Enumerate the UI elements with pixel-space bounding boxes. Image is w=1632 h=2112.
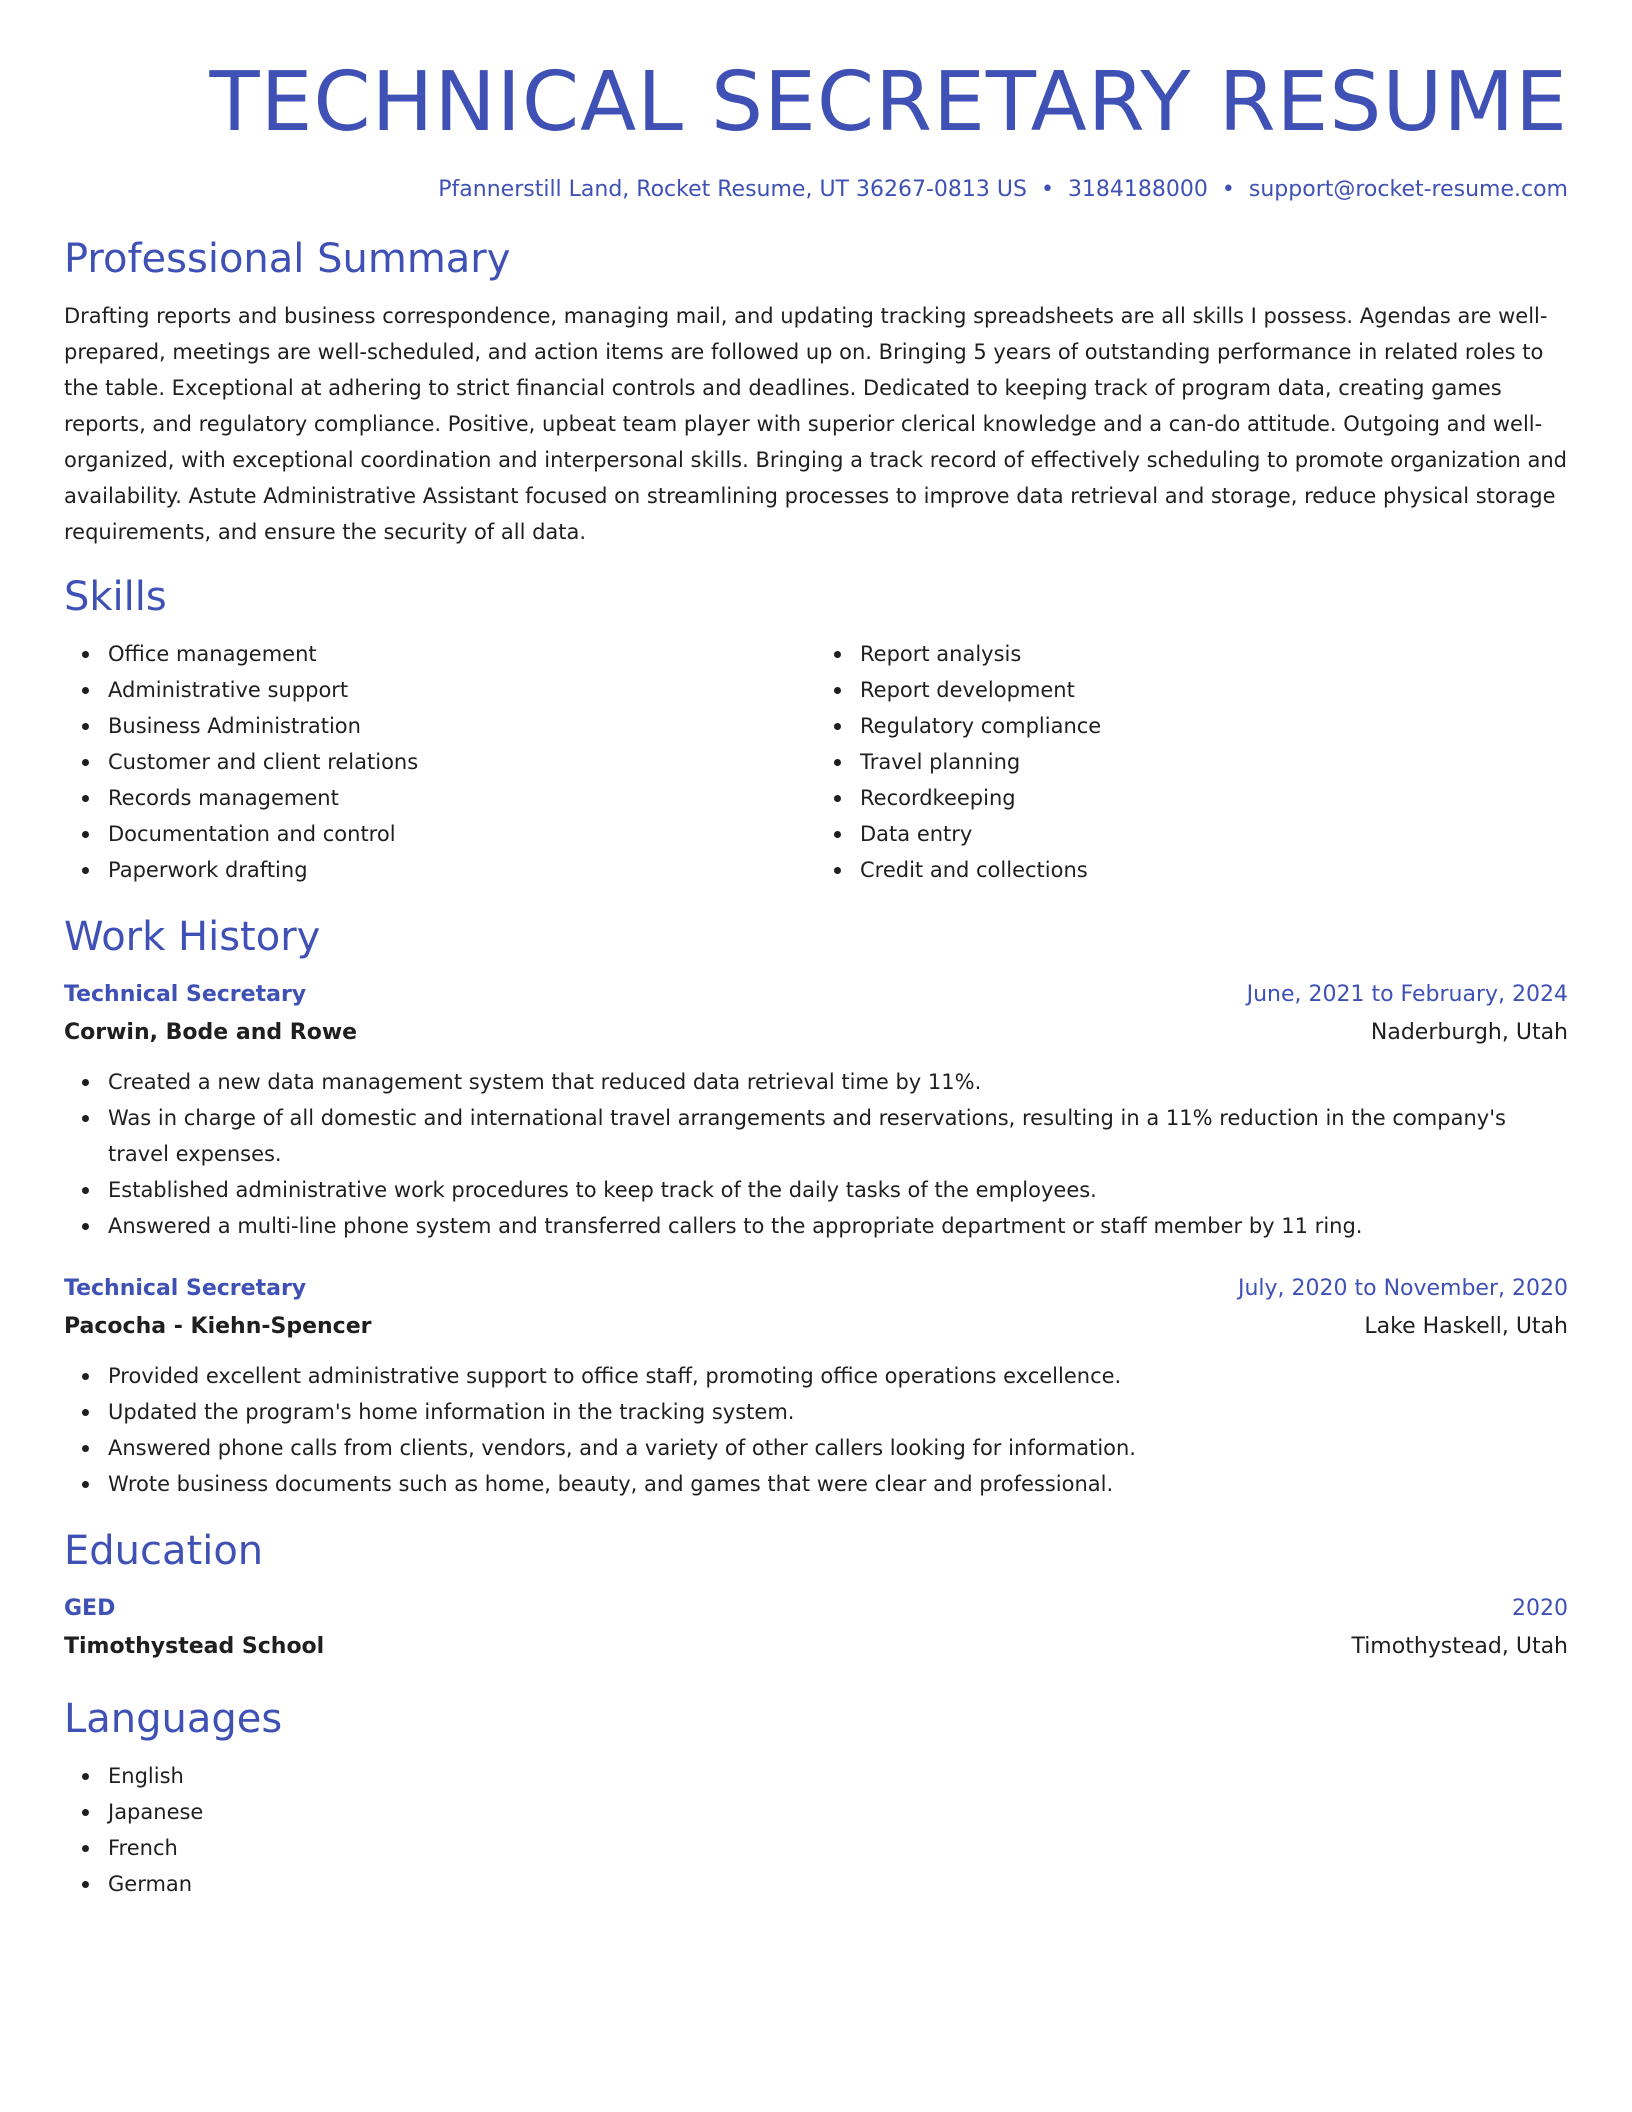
resume-title: TECHNICAL SECRETARY RESUME [209, 55, 1568, 150]
contact-address: Pfannerstill Land, Rocket Resume, UT 36267-0813 US [438, 177, 1027, 202]
skill-item: Travel planning [860, 744, 1568, 780]
skill-item: Business Administration [108, 708, 816, 744]
job-dates: June, 2021 to February, 2024 [1246, 982, 1568, 1007]
education-school: Timothystead School [64, 1634, 325, 1659]
skill-item: Report development [860, 672, 1568, 708]
job-location: Lake Haskell, Utah [1364, 1314, 1568, 1339]
job-bullets [64, 1064, 1568, 1244]
education-degree: GED [64, 1596, 116, 1621]
job-bullet: Wrote business documents such as home, beauty, and games that were clear and professional. [108, 1466, 1568, 1502]
skill-item: Customer and client relations [108, 744, 816, 780]
contact-email: support@rocket-resume.com [1248, 177, 1568, 202]
job-entry [64, 1270, 1568, 1502]
job-entry [64, 976, 1568, 1244]
skill-item: Recordkeeping [860, 780, 1568, 816]
skill-item: Office management [108, 636, 816, 672]
skill-item: Regulatory compliance [860, 708, 1568, 744]
job-title: Technical Secretary [64, 1276, 307, 1301]
education-degree-row [64, 1590, 1568, 1628]
languages-list [64, 1758, 1568, 1902]
job-bullet: Was in charge of all domestic and international travel arrangements and reservations, resulting in a 11% reduction in the company's travel expenses. [108, 1100, 1568, 1172]
summary-section [64, 232, 1568, 550]
job-dates: July, 2020 to November, 2020 [1237, 1276, 1568, 1301]
job-company-row [64, 1308, 1568, 1346]
language-item: French [108, 1830, 1568, 1866]
education-entry [64, 1590, 1568, 1666]
languages-section [64, 1692, 1568, 1902]
education-year: 2020 [1512, 1596, 1568, 1621]
contact-phone: 3184188000 [1067, 177, 1208, 202]
language-item: German [108, 1866, 1568, 1902]
job-bullets [64, 1358, 1568, 1502]
job-bullet: Answered a multi-line phone system and transferred callers to the appropriate department or staff member by 11 ring. [108, 1208, 1568, 1244]
job-bullet: Provided excellent administrative support to office staff, promoting office operations excellence. [108, 1358, 1568, 1394]
skills-column-left [64, 636, 816, 888]
skill-item: Documentation and control [108, 816, 816, 852]
contact-separator: • [1040, 177, 1054, 202]
skill-item: Records management [108, 780, 816, 816]
job-bullet: Created a new data management system that reduced data retrieval time by 11%. [108, 1064, 1568, 1100]
summary-text: Drafting reports and business correspondence, managing mail, and updating tracking spreadsheets are all skills I possess. Agendas are well-prepared, meetings are well-scheduled, and action items are followed up on. Bringing 5 years of outstanding performance in related roles to the table. Exceptional at adhering to strict financial controls and deadlines. Dedicated to keeping track of program data, creating games reports, and regulatory compliance. Positive, upbeat team player with superior clerical knowledge and a can-do attitude. Outgoing and well-organized, with exceptional coordination and interpersonal skills. Bringing a track record of effectively scheduling to promote organization and availability. Astute Administrative Assistant focused on streamlining processes to improve data retrieval and storage, reduce physical storage requirements, and ensure the security of all data. [64, 304, 1567, 544]
summary-heading: Professional Summary [64, 236, 511, 282]
job-company: Corwin, Bode and Rowe [64, 1020, 358, 1045]
job-bullet: Updated the program's home information in the tracking system. [108, 1394, 1568, 1430]
skills-section [64, 570, 1568, 888]
languages-heading: Languages [64, 1696, 283, 1742]
skill-item: Paperwork drafting [108, 852, 816, 888]
skills-grid [64, 636, 1568, 888]
education-heading: Education [64, 1528, 264, 1574]
skills-heading: Skills [64, 574, 167, 620]
job-bullet: Established administrative work procedures to keep track of the daily tasks of the employees. [108, 1172, 1568, 1208]
job-title-row [64, 976, 1568, 1014]
job-location: Naderburgh, Utah [1370, 1020, 1568, 1045]
job-company: Pacocha - Kiehn-Spencer [64, 1314, 372, 1339]
work-history-section [64, 910, 1568, 1502]
skill-item: Data entry [860, 816, 1568, 852]
work-history-heading: Work History [64, 914, 321, 960]
job-bullet: Answered phone calls from clients, vendors, and a variety of other callers looking for information. [108, 1430, 1568, 1466]
education-school-row [64, 1628, 1568, 1666]
job-title: Technical Secretary [64, 982, 307, 1007]
education-section [64, 1524, 1568, 1666]
resume-header [64, 48, 1568, 206]
skill-item: Report analysis [860, 636, 1568, 672]
education-location: Timothystead, Utah [1351, 1634, 1568, 1659]
job-company-row [64, 1014, 1568, 1052]
language-item: Japanese [108, 1794, 1568, 1830]
contact-separator: • [1221, 177, 1235, 202]
language-item: English [108, 1758, 1568, 1794]
skill-item: Administrative support [108, 672, 816, 708]
contact-line [64, 174, 1568, 206]
skills-column-right [816, 636, 1568, 888]
skill-item: Credit and collections [860, 852, 1568, 888]
job-title-row [64, 1270, 1568, 1308]
